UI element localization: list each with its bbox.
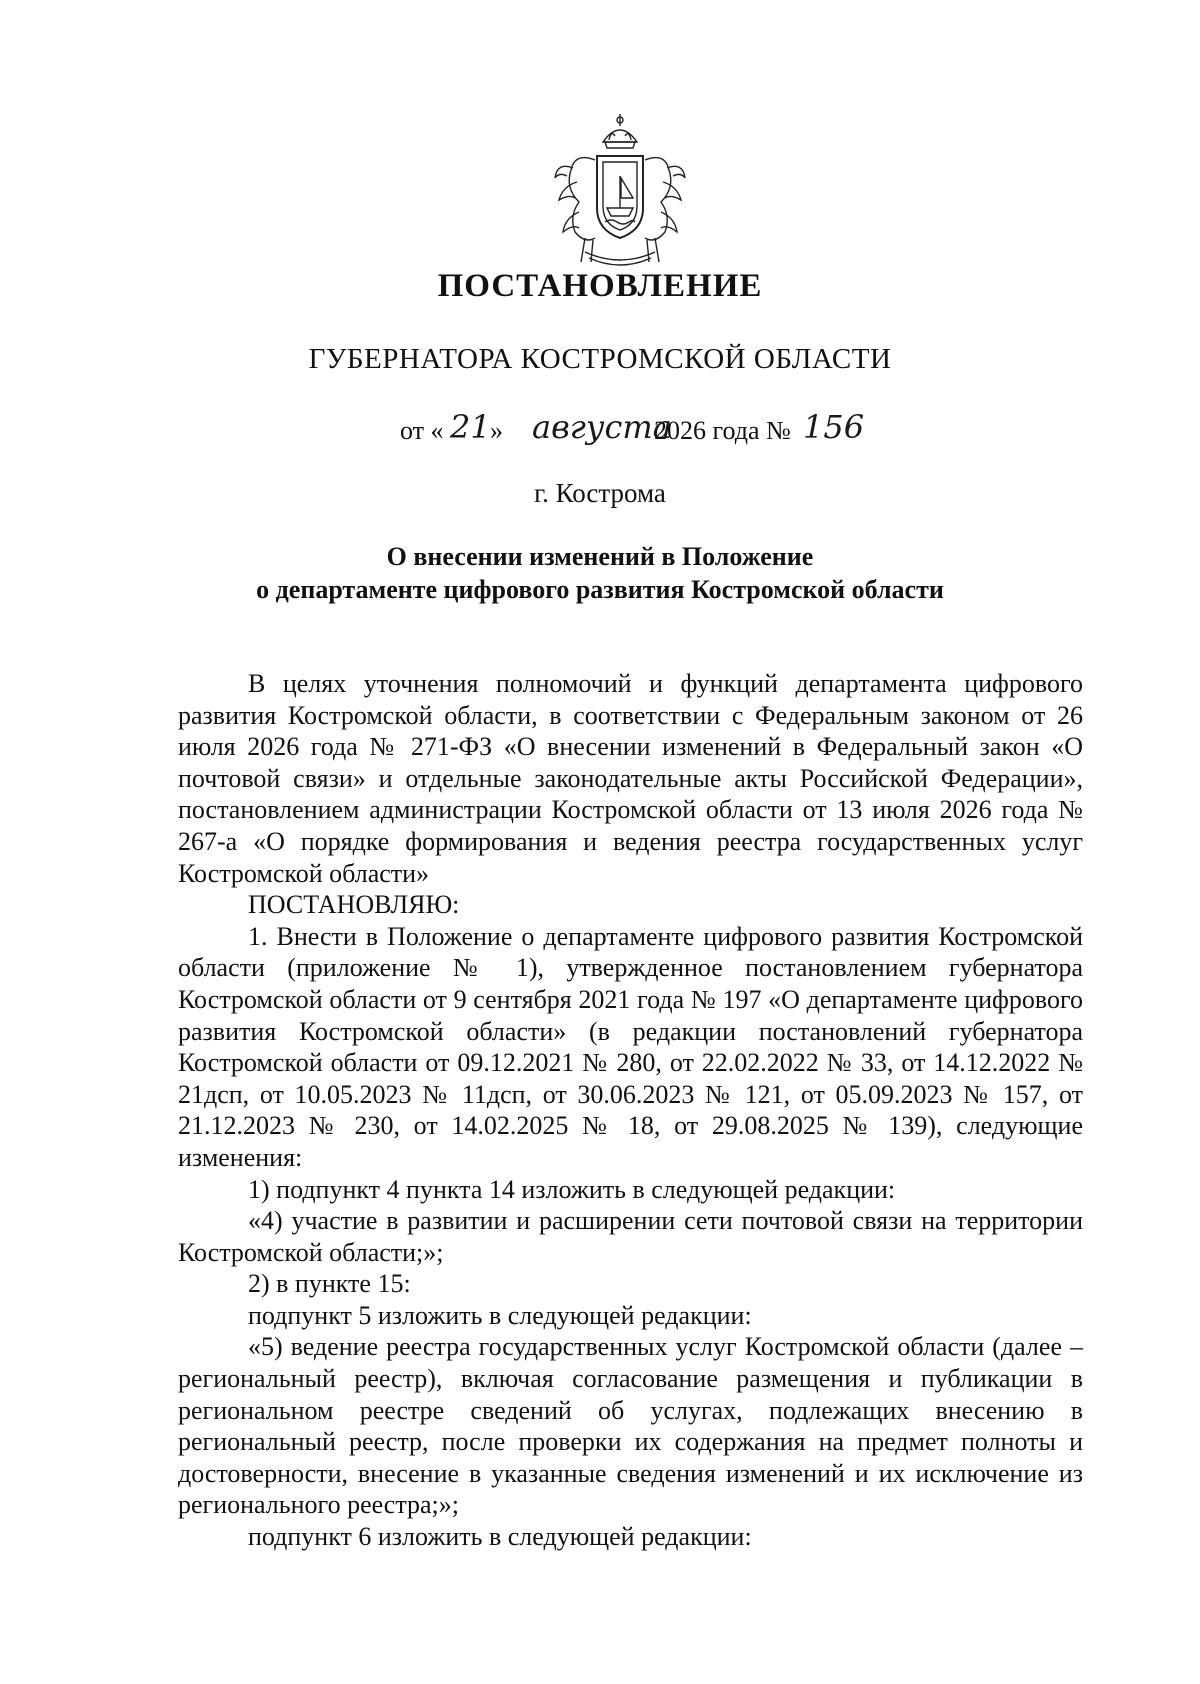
paragraph-subpoint-6: подпункт 6 изложить в следующей редакции: — [248, 1522, 752, 1552]
document-number-handwritten: 156 — [803, 408, 865, 446]
heading-line: О внесении изменений в Положение — [386, 542, 814, 571]
issuing-authority: ГУБЕРНАТОРА КОСТРОМСКОЙ ОБЛАСТИ — [308, 343, 892, 375]
paragraph-preamble: В целях уточнения полномочий и функций департамента цифрового развития Костромской области, в соответствии с Федеральным законом от 26 июля 2026 года № 271-ФЗ «О внесении изменений в Федеральный закон «О почтовой связи» и отдельные законодательные акты Российской Федерации», постановлением администрации Костромской области от 13 июля 2026 года № 267-а «О порядке формирования и ведения реестра государственных услуг Костромской области» — [178, 669, 1083, 888]
document-title: ПОСТАНОВЛЕНИЕ — [437, 268, 763, 304]
paragraph-decree: ПОСТАНОВЛЯЮ: — [248, 890, 460, 920]
paragraph-quote-4: «4) участие в развитии и расширении сети почтовой связи на территории Костромской области;»; — [178, 1206, 1083, 1267]
date-prefix: от « — [400, 416, 444, 445]
document-heading — [0, 540, 1200, 606]
date-year-text: 2026 года № — [654, 416, 791, 445]
heading-line: о департаменте цифрового развития Костромской области — [256, 575, 944, 604]
document-date-line — [400, 408, 960, 458]
paragraph-subitem-1: 1) подпункт 4 пункта 14 изложить в следующей редакции: — [248, 1174, 896, 1204]
paragraph-item-1: 1. Внести в Положение о департаменте цифрового развития Костромской области (приложение № 1), утвержденное постановлением губернатора Костромской области от 9 сентября 2021 года № 197 «О департаменте цифрового развития Костромской области» (в редакции постановлений губернатора Костромской области от 09.12.2021 № 280, от 22.02.2022 № 33, от 14.12.2022 № 21дсп, от 10.05.2023 № 11дсп, от 30.06.2023 № 121, от 05.09.2023 № 157, от 21.12.2023 № 230, от 14.02.2025 № 18, от 29.08.2025 № 139), следующие изменения: — [178, 921, 1083, 1172]
document-city: г. Кострома — [534, 478, 666, 508]
date-month-handwritten: августа — [532, 408, 672, 446]
document-body — [178, 668, 1083, 1553]
date-day-handwritten: 21 — [450, 408, 491, 446]
date-quote-close: » — [490, 416, 503, 445]
paragraph-quote-5: «5) ведение реестра государственных услуг Костромской области (далее – региональный реестр), включая согласование размещения и публикации в региональном реестре сведений об услугах, подлежащих внесению в региональный реестр, после проверки их содержания на предмет полноты и достоверности, внесение в указанные сведения изменений и их исключение из регионального реестра;»; — [178, 1332, 1083, 1520]
paragraph-subpoint-5: подпункт 5 изложить в следующей редакции: — [248, 1300, 752, 1330]
paragraph-subitem-2: 2) в пункте 15: — [248, 1269, 411, 1299]
kostroma-coat-of-arms-icon — [545, 112, 695, 272]
